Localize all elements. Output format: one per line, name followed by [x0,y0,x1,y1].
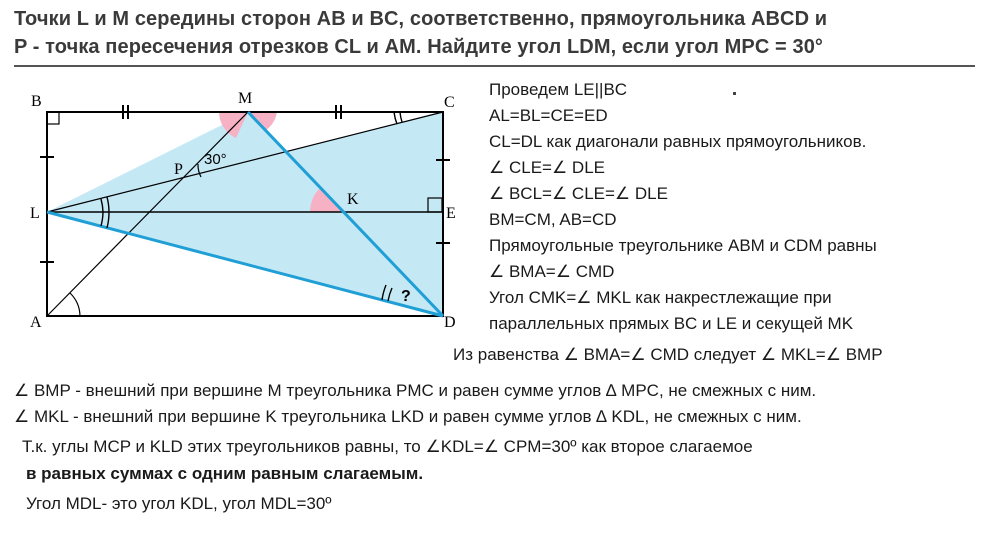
problem-statement-line-1: Точки L и M середины сторон AB и BC, соответственно, прямоугольника ABCD и [14,8,828,30]
solution-line-1: Проведем LE||BC [489,80,628,99]
stray-dot [733,92,736,95]
label-e: E [446,205,456,222]
solution-line-2: AL=BL=CE=ED [489,106,608,125]
angle-30-label: 30° [204,151,227,168]
label-p: P [174,161,183,178]
unknown-angle-label: ? [401,288,411,305]
header-divider [14,65,975,67]
note-line-2: ∠ BMP - внешний при вершине M треугольника PMC и равен сумме углов ∆ MPC, не смежных с ним. [14,381,817,400]
note-line-3: ∠ MKL - внешний при вершине K треугольника LKD и равен сумме углов ∆ KDL, не смежных с ним. [14,407,802,426]
note-line-1: Из равенства ∠ BMA=∠ CMD следует ∠ MKL=∠ BMP [453,345,883,364]
angle-bam-arc [70,293,80,316]
label-m: M [238,90,253,107]
label-d: D [444,314,456,331]
solution-line-8: ∠ BMA=∠ CMD [489,262,615,281]
solution-line-4: ∠ CLE=∠ DLE [489,158,605,177]
note-line-4: Т.к. углы MCP и KLD этих треугольников равны, то ∠KDL=∠ CPM=30º как второе слагаемое [22,437,753,456]
solution-line-3: CL=DL как диагонали равных прямоугольников. [489,132,867,151]
angle-bcl-arc-2 [400,112,402,122]
note-line-5: в равных суммах с одним равным слагаемым. [26,464,424,483]
label-b: B [31,93,42,110]
note-line-6: Угол MDL- это угол KDL, угол MDL=30º [26,494,332,513]
solution-line-7: Прямоугольные треугольнике ABM и CDM равны [489,236,877,255]
label-a: A [30,314,42,331]
solution-line-5: ∠ BCL=∠ CLE=∠ DLE [489,184,668,203]
solution-line-10: параллельных прямых BC и LE и секущей MK [489,314,854,333]
right-angle-b [47,112,59,124]
angle-bcl-arc [394,112,397,124]
solution-line-6: BM=CM, AB=CD [489,210,617,229]
label-c: C [444,94,455,111]
solution-line-9: Угол CMK=∠ MKL как накрестлежащие при [489,288,832,307]
geometry-figure [0,70,480,340]
problem-statement-line-2: P - точка пересечения отрезков CL и AM. Найдите угол LDM, если угол MPC = 30° [14,36,824,58]
label-k: K [347,191,359,208]
label-l: L [30,205,40,222]
